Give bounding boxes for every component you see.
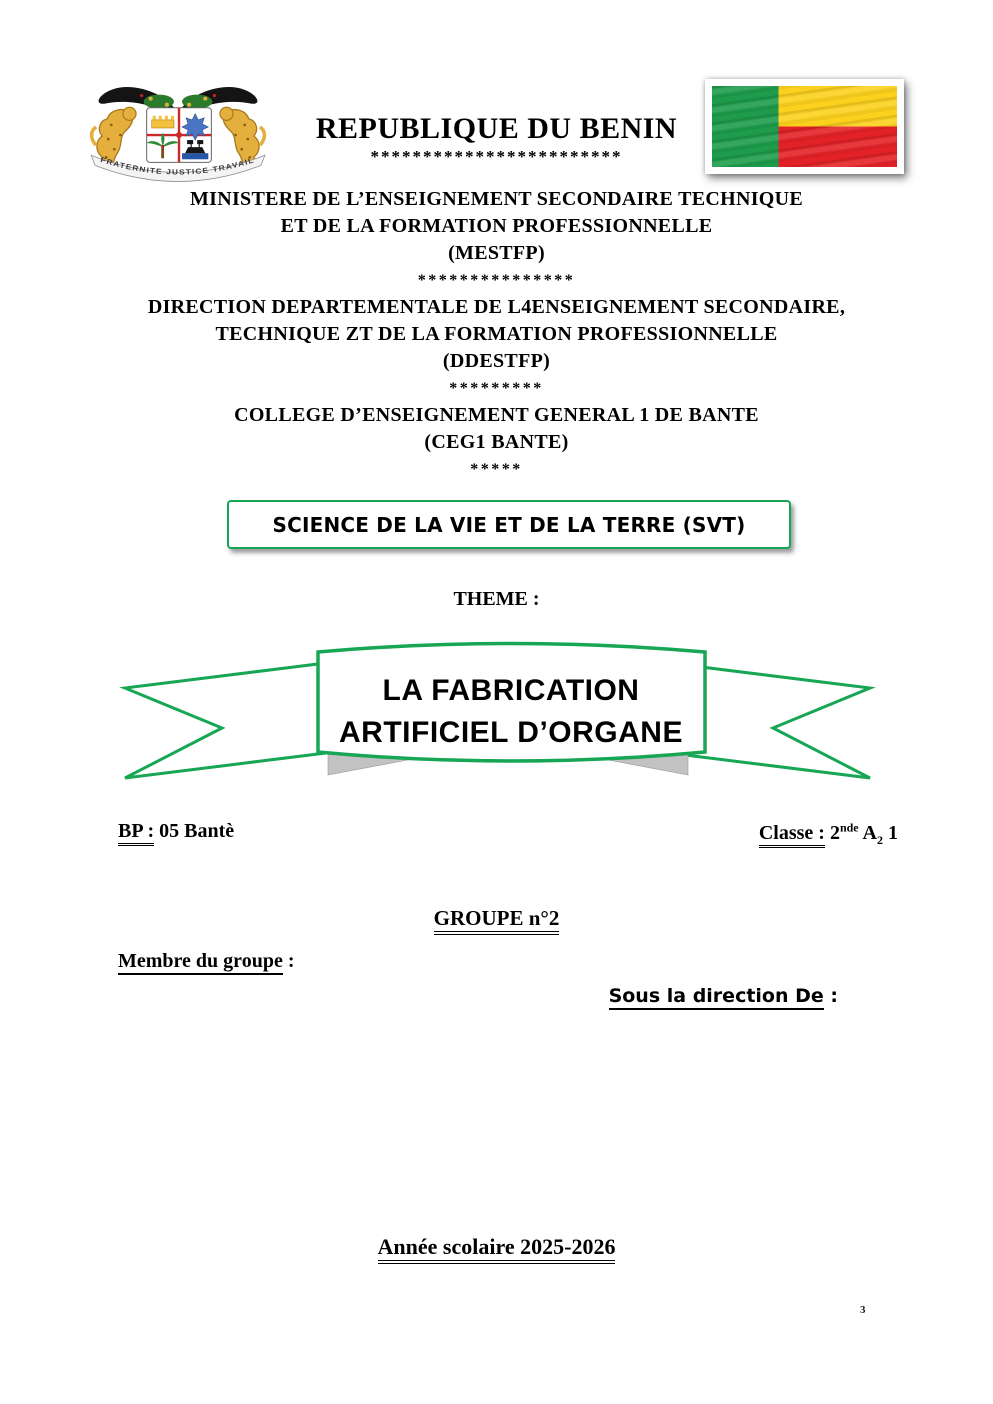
ministry-block [0, 186, 993, 483]
coat-motto-text: FRATERNITE JUSTICE TRAVAIL [99, 154, 255, 177]
ministry-line: (MESTFP) [448, 242, 545, 264]
ministry-line: (DDESTFP) [442, 350, 551, 372]
ministry-line: ET DE LA FORMATION PROFESSIONNELLE [280, 215, 713, 237]
ministry-line: DIRECTION DEPARTEMENTALE DE L4ENSEIGNEMENT SECONDAIRE, [147, 296, 846, 318]
theme-label: THEME : [453, 588, 540, 610]
title-separator-stars: ************************ [370, 147, 623, 166]
direction-label: Sous la direction De [609, 985, 824, 1010]
bp-line [118, 820, 234, 843]
ministry-line: TECHNIQUE ZT DE LA FORMATION PROFESSIONNELLE [215, 323, 778, 345]
group-title: GROUPE n°2 [434, 906, 560, 935]
classe-line [759, 820, 898, 848]
theme-title-line1: LA FABRICATION [382, 674, 640, 707]
members-label: Membre du groupe [118, 950, 283, 975]
ribbon-banner-graphic [105, 630, 890, 798]
bp-label: BP : [118, 820, 154, 846]
bp-value: 05 Bantè [159, 820, 235, 842]
separator-stars: *************** [417, 272, 576, 289]
school-year: Année scolaire 2025-2026 [378, 1234, 616, 1264]
school-line: COLLEGE D’ENSEIGNEMENT GENERAL 1 DE BANTE [234, 404, 759, 426]
separator-stars: ***** [470, 461, 523, 478]
school-year-line [0, 1234, 993, 1260]
school-line: (CEG1 BANTE) [424, 431, 569, 453]
theme-title-line2: ARTIFICIEL D’ORGANE [339, 716, 683, 749]
classe-label: Classe : [759, 822, 825, 848]
ministry-line: MINISTERE DE L’ENSEIGNEMENT SECONDAIRE TECHNIQUE [189, 188, 804, 210]
classe-value: 2nde $A_2$ 1 [829, 820, 898, 847]
direction-line: Sous la direction De : [609, 985, 838, 1007]
benin-flag-icon [712, 86, 897, 167]
theme-banner [105, 630, 890, 798]
members-line: Membre du groupe : [118, 950, 295, 973]
subject-title: SCIENCE DE LA VIE ET DE LA TERRE (SVT) [272, 512, 746, 537]
benin-flag-image [705, 79, 904, 174]
page-number-mark: 3 [860, 1306, 866, 1315]
group-title-line [0, 906, 993, 931]
page-title: REPUBLIQUE DU BENIN [315, 112, 678, 145]
subject-title-box [227, 500, 791, 549]
separator-stars: ********* [449, 380, 544, 397]
